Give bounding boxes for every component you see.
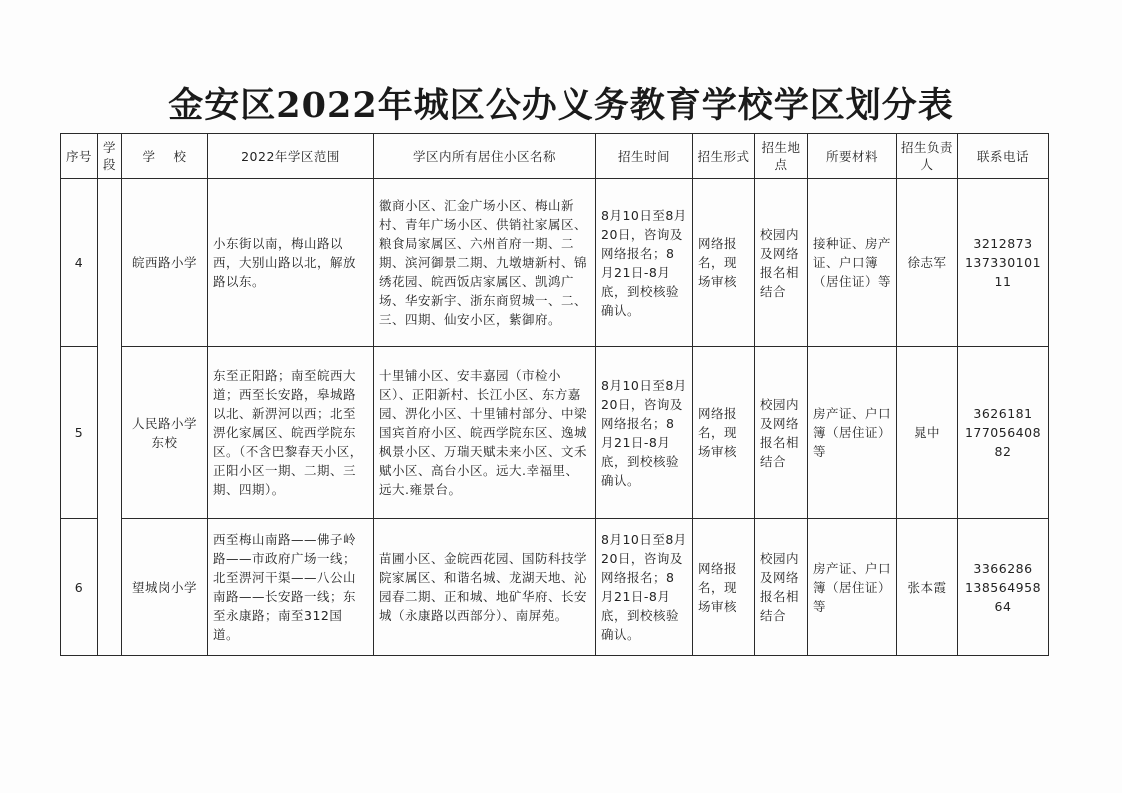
row-person: 晁中	[897, 347, 958, 519]
row-school: 皖西路小学	[122, 179, 208, 347]
header-school: 学 校	[122, 134, 208, 179]
header-person: 招生负责人	[897, 134, 958, 179]
phone-landline: 3212873	[973, 236, 1033, 251]
row-district-range: 小东街以南，梅山路以西，大别山路以北，解放路以东。	[208, 179, 374, 347]
row-materials: 房产证、户口簿（居住证）等	[808, 519, 897, 656]
header-phone: 联系电话	[958, 134, 1049, 179]
header-stage: 学段	[98, 134, 122, 179]
row-district-range: 西至梅山南路——佛子岭路——市政府广场一线；北至淠河干渠——八公山南路——长安路一线；东至永康路；南至312国道。	[208, 519, 374, 656]
row-school: 望城岗小学	[122, 519, 208, 656]
row-time: 8月10日至8月20日，咨询及网络报名；8月21日-8月底，到校核验确认。	[596, 179, 693, 347]
phone-landline: 3626181	[973, 406, 1033, 421]
row-school: 人民路小学东校	[122, 347, 208, 519]
row-person: 张本霞	[897, 519, 958, 656]
row-form: 网络报名，现场审核	[693, 519, 755, 656]
row-form: 网络报名，现场审核	[693, 179, 755, 347]
school-district-table	[60, 133, 1049, 656]
row-communities: 十里铺小区、安丰嘉园（市检小区）、正阳新村、长江小区、东方嘉园、淠化小区、十里铺村部分、中梁国宾首府小区、皖西学院东区、逸城枫景小区、万瑞天赋未来小区、文禾赋小区、高台小区。远大.幸福里、远大.雍景台。	[374, 347, 596, 519]
row-index: 6	[61, 519, 98, 656]
row-person: 徐志军	[897, 179, 958, 347]
table-row	[61, 347, 1049, 519]
row-time: 8月10日至8月20日，咨询及网络报名；8月21日-8月底，到校核验确认。	[596, 347, 693, 519]
header-materials: 所要材料	[808, 134, 897, 179]
row-materials: 接种证、房产证、户口簿（居住证）等	[808, 179, 897, 347]
row-location: 校园内及网络报名相结合	[755, 179, 808, 347]
table-row	[61, 519, 1049, 656]
header-district-range: 2022年学区范围	[208, 134, 374, 179]
header-communities: 学区内所有居住小区名称	[374, 134, 596, 179]
header-time: 招生时间	[596, 134, 693, 179]
phone-mobile: 13733010111	[964, 255, 1042, 289]
row-form: 网络报名，现场审核	[693, 347, 755, 519]
row-index: 5	[61, 347, 98, 519]
row-location: 校园内及网络报名相结合	[755, 519, 808, 656]
row-communities: 苗圃小区、金皖西花园、国防科技学院家属区、和谐名城、龙湖天地、沁园春二期、正和城、地矿华府、长安城（永康路以西部分）、南屏苑。	[374, 519, 596, 656]
row-phone	[958, 519, 1049, 656]
phone-landline: 3366286	[973, 560, 1033, 576]
row-index: 4	[61, 179, 98, 347]
header-location: 招生地点	[755, 134, 808, 179]
table-header-row	[61, 134, 1049, 179]
row-time: 8月10日至8月20日，咨询及网络报名；8月21日-8月底，到校核验确认。	[596, 519, 693, 656]
header-index: 序号	[61, 134, 98, 179]
stage-cell	[98, 179, 122, 656]
row-location: 校园内及网络报名相结合	[755, 347, 808, 519]
row-phone	[958, 179, 1049, 347]
row-materials: 房产证、户口簿（居住证）等	[808, 347, 897, 519]
row-communities: 徽商小区、汇金广场小区、梅山新村、青年广场小区、供销社家属区、粮食局家属区、六州首府一期、二期、滨河御景二期、九墩塘新村、锦绣花园、皖西饭店家属区、凯鸿广场、华安新宇、浙东商贸城一、二、三、四期、仙安小区，紫御府。	[374, 179, 596, 347]
table-row	[61, 179, 1049, 347]
row-district-range: 东至正阳路；南至皖西大道；西至长安路，皋城路以北、新淠河以西；北至淠化家属区、皖西学院东区。（不含巴黎春天小区，正阳小区一期、二期、三期、四期）。	[208, 347, 374, 519]
document-title: 金安区2022年城区公办义务教育学校学区划分表	[168, 85, 954, 126]
phone-mobile: 17705640882	[964, 425, 1042, 459]
row-phone	[958, 347, 1049, 519]
phone-mobile: 13856495864	[964, 579, 1042, 614]
header-form: 招生形式	[693, 134, 755, 179]
